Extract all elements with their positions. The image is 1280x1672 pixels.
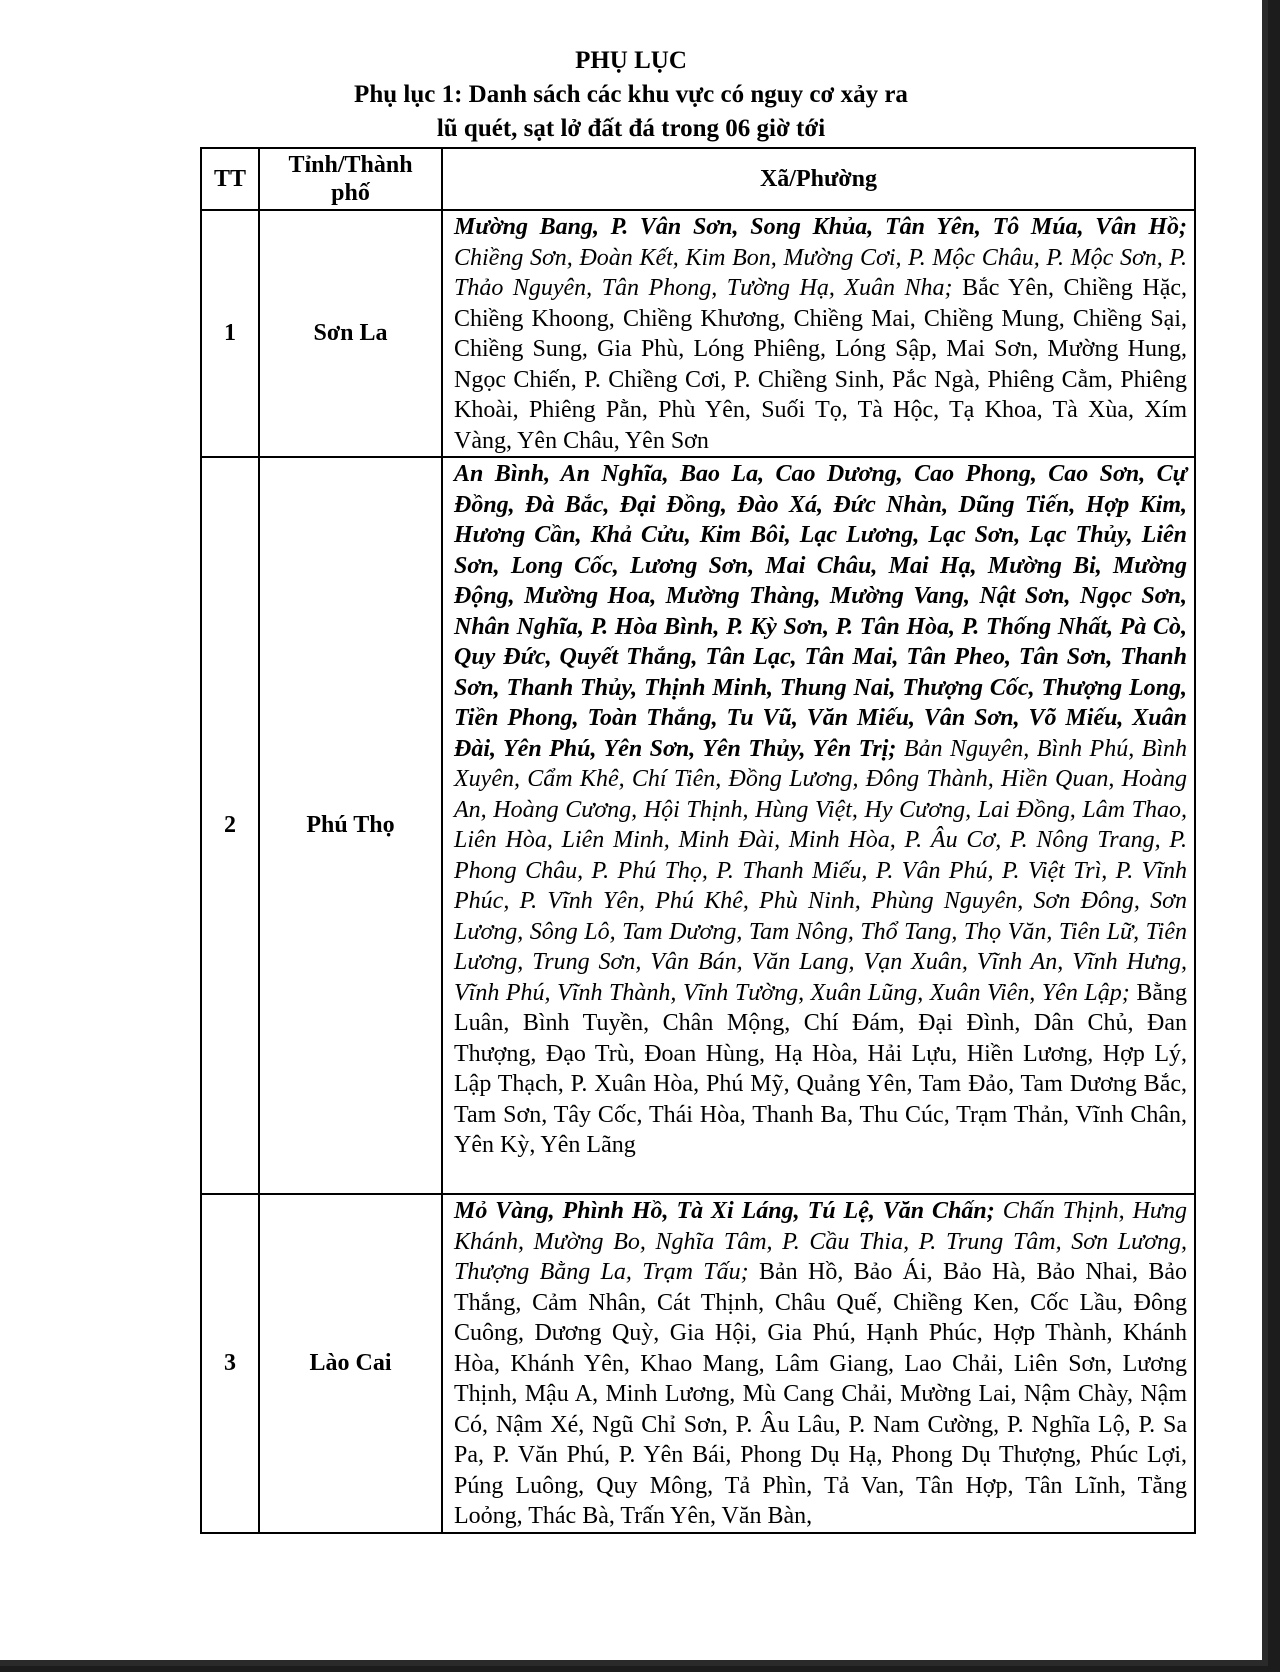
ward-list-italic: Bản Nguyên, Bình Phú, Bình Xuyên, Cẩm Khê, Chí Tiên, Đồng Lương, Đông Thành, Hiền Quan, Hoàng An, Hoàng Cương, Hội Thịnh, Hùng Việt, Hy Cương, Lai Đồng, Lâm Thao, Liên Hòa, Liên Minh, Minh Đài, Minh Hòa, P. Âu Cơ, P. Nông Trang, P. Phong Châu, P. Phú Thọ, P. Thanh Miếu, P. Vân Phú, P. Việt Trì, P. Vĩnh Phúc, P. Vĩnh Yên, Phú Khê, Phù Ninh, Phùng Nguyên, Sơn Đông, Sơn Lương, Sông Lô, Tam Dương, Tam Nông, Thổ Tang, Thọ Văn, Tiên Lữ, Tiên Lương, Trung Sơn, Vân Bán, Văn Lang, Vạn Xuân, Vĩnh An, Vĩnh Hưng, Vĩnh Phú, Vĩnh Thành, Vĩnh Tường, Xuân Lũng, Xuân Viên, Yên Lập; bbox=[454, 735, 1188, 1006]
ward-list-bold-italic: Mỏ Vàng, Phình Hồ, Tà Xi Láng, Tú Lệ, Văn Chấn; bbox=[454, 1198, 995, 1224]
ward-list-italic: Chấn Thịnh, Hưng Khánh, Mường Bo, Nghĩa Tâm, P. Cầu Thia, P. Trung Tâm, Sơn Lương, Thượng Bằng La, Trạm Tấu; bbox=[454, 1198, 1188, 1285]
document-title: PHỤ LỤC bbox=[575, 47, 687, 74]
ward-list-normal: Bằng Luân, Bình Tuyền, Chân Mộng, Chí Đám, Đại Đình, Dân Chủ, Đan Thượng, Đạo Trù, Đoan Hùng, Hạ Hòa, Hải Lựu, Hiền Lương, Hợp Lý, Lập Thạch, P. Xuân Hòa, Phú Mỹ, Quảng Yên, Tam Đảo, Tam Dương Bắc, Tam Sơn, Tây Cốc, Thái Hòa, Thanh Ba, Thu Cúc, Trạm Thản, Vĩnh Chân, Yên Kỳ, Yên Lãng bbox=[454, 979, 1187, 1158]
ward-list bbox=[442, 1194, 1195, 1533]
area-table bbox=[200, 147, 1196, 1534]
table-row bbox=[201, 210, 1195, 457]
ward-list bbox=[442, 457, 1195, 1194]
row-number: 3 bbox=[201, 1194, 259, 1533]
ward-list-bold-italic: Mường Bang, P. Vân Sơn, Song Khủa, Tân Yên, Tô Múa, Vân Hồ; bbox=[454, 214, 1187, 240]
table-row bbox=[201, 1194, 1195, 1533]
document-subtitle-line2: lũ quét, sạt lở đất đá trong 06 giờ tới bbox=[436, 115, 826, 142]
ward-list-bold-italic: An Bình, An Nghĩa, Bao La, Cao Dương, Cao Phong, Cao Sơn, Cự Đồng, Đà Bắc, Đại Đồng, Đào Xá, Đức Nhàn, Dũng Tiến, Hợp Kim, Hương Cần, Khả Cửu, Kim Bôi, Lạc Lương, Lạc Sơn, Lạc Thủy, Liên Sơn, Long Cốc, Lương Sơn, Mai Châu, Mai Hạ, Mường Bi, Mường Động, Mường Hoa, Mường Thàng, Mường Vang, Nật Sơn, Ngọc Sơn, Nhân Nghĩa, P. Hòa Bình, P. Kỳ Sơn, P. Tân Hòa, P. Thống Nhất, Pà Cò, Quy Đức, Quyết Thắng, Tân Lạc, Tân Mai, Tân Pheo, Tân Sơn, Thanh Sơn, Thanh Thủy, Thịnh Minh, Thung Nai, Thượng Cốc, Thượng Long, Tiền Phong, Toàn Thắng, Tu Vũ, Văn Miếu, Vân Sơn, Võ Miếu, Xuân Đài, Yên Phú, Yên Sơn, Yên Thủy, Yên Trị; bbox=[454, 461, 1187, 762]
ward-list-italic: Chiềng Sơn, Đoàn Kết, Kim Bon, Mường Cơi, P. Mộc Châu, P. Mộc Sơn, P. Thảo Nguyên, Tân Phong, Tường Hạ, Xuân Nha; bbox=[454, 244, 1187, 301]
header-province: Tỉnh/Thành phố bbox=[259, 148, 442, 210]
row-number: 2 bbox=[201, 457, 259, 1194]
document-subtitle-line1: Phụ lục 1: Danh sách các khu vực có nguy cơ xảy ra bbox=[354, 81, 908, 108]
province-name: Phú Thọ bbox=[259, 457, 442, 1194]
header-tt: TT bbox=[201, 148, 259, 210]
table-row bbox=[201, 457, 1195, 1194]
ward-list-normal: Bản Hồ, Bảo Ái, Bảo Hà, Bảo Nhai, Bảo Thắng, Cảm Nhân, Cát Thịnh, Châu Quế, Chiềng Ken, Cốc Lầu, Đông Cuông, Dương Quỳ, Gia Hội, Gia Phú, Hạnh Phúc, Hợp Thành, Khánh Hòa, Khánh Yên, Khao Mang, Lâm Giang, Lao Chải, Liên Sơn, Lương Thịnh, Mậu A, Minh Lương, Mù Cang Chải, Mường Lai, Nậm Chày, Nậm Có, Nậm Xé, Ngũ Chỉ Sơn, P. Âu Lâu, P. Nam Cường, P. Nghĩa Lộ, P. Sa Pa, P. Văn Phú, P. Yên Bái, Phong Dụ Hạ, Phong Dụ Thượng, Phúc Lợi, Púng Luông, Quy Mông, Tả Phìn, Tả Van, Tân Hợp, Tân Lĩnh, Tằng Loỏng, Thác Bà, Trấn Yên, Văn Bàn, bbox=[454, 1259, 1187, 1529]
table-header-row bbox=[201, 148, 1195, 210]
ward-list bbox=[442, 210, 1195, 457]
header-wards: Xã/Phường bbox=[442, 148, 1195, 210]
row-number: 1 bbox=[201, 210, 259, 457]
province-name: Lào Cai bbox=[259, 1194, 442, 1533]
ward-list-normal: Bắc Yên, Chiềng Hặc, Chiềng Khoong, Chiềng Khương, Chiềng Mai, Chiềng Mung, Chiềng Sại, Chiềng Sung, Gia Phù, Lóng Phiêng, Lóng Sập, Mai Sơn, Mường Hung, Ngọc Chiến, P. Chiềng Cơi, P. Chiềng Sinh, Pắc Ngà, Phiêng Cằm, Phiêng Khoài, Phiêng Pằn, Phù Yên, Suối Tọ, Tà Hộc, Tạ Khoa, Tà Xùa, Xím Vàng, Yên Châu, Yên Sơn bbox=[454, 275, 1188, 454]
province-name: Sơn La bbox=[259, 210, 442, 457]
